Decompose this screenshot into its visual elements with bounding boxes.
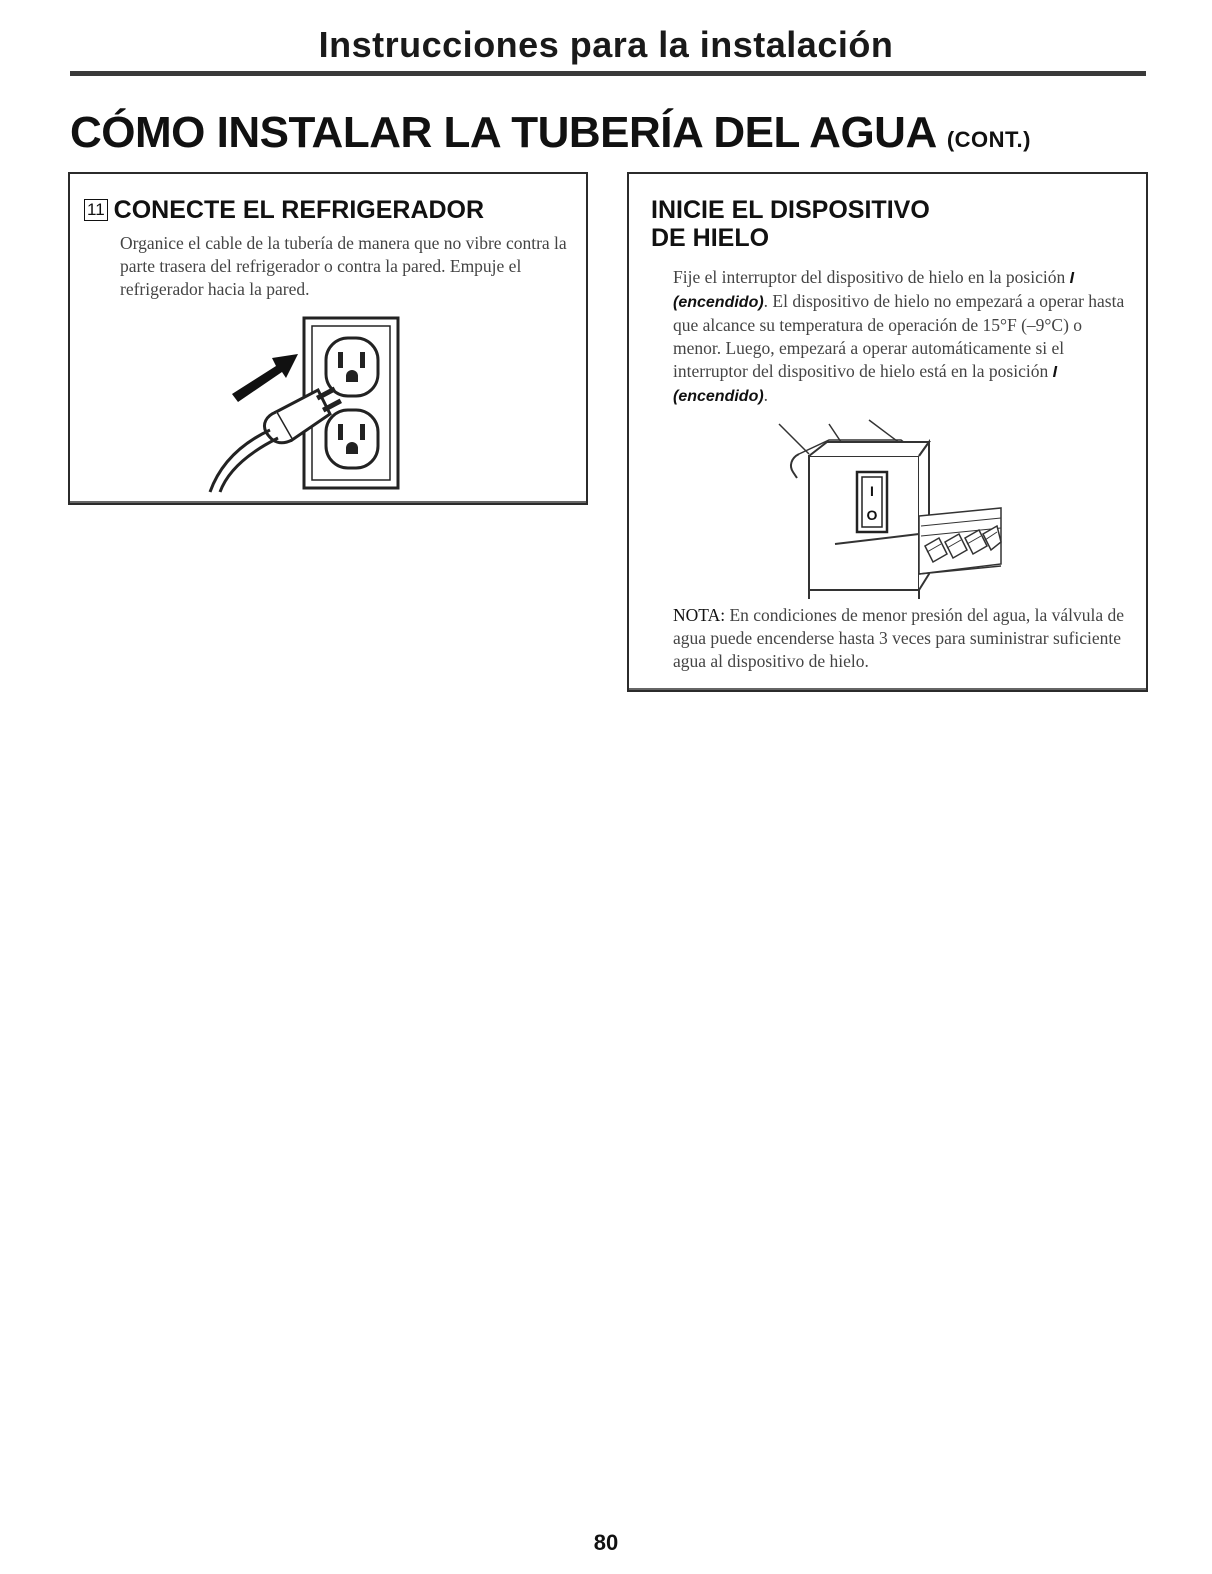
connect-refrigerator-box (68, 172, 588, 505)
note-text: En condiciones de menor presión del agua, la válvula de agua puede encenderse hasta 3 veces para suministrar suficiente agua al dispositivo de hielo. (673, 605, 1125, 671)
icemaker-body-part2: . El dispositivo de hielo no empezará a operar hasta que alcance su temperatura de operación de 15°F (–9°C) o menor. Luego, empezará a operar automáticamente si el interruptor del dispositivo de hielo está en la posición (673, 291, 1125, 381)
plug-outlet-illustration (180, 314, 480, 494)
page-title-text: CÓMO INSTALAR LA TUBERÍA DEL AGUA (70, 108, 936, 157)
connect-heading (84, 196, 484, 224)
outlet-receptacle-bottom (326, 410, 378, 468)
start-icemaker-box (627, 172, 1148, 692)
icemaker-note (673, 604, 1133, 673)
page-number: 80 (593, 1530, 619, 1555)
switch-on-label: I (870, 483, 874, 499)
icemaker-body-part1: Fije el interruptor del dispositivo de hielo en la posición (673, 267, 1066, 287)
connect-body: Organice el cable de la tubería de manera que no vibre contra la parte trasera del refrigerador o contra la pared. Empuje el refrigerador hacia la pared. (120, 233, 567, 299)
header-title: Instrucciones para la instalación (318, 24, 894, 65)
icemaker-emphasis-on-1: I (encendido) (673, 270, 1075, 311)
icemaker-illustration (769, 414, 1009, 599)
push-arrow-icon (232, 354, 298, 402)
icemaker-emphasis-on-2: I (encendido) (673, 364, 1058, 405)
icemaker-body-part3: . (763, 385, 769, 405)
connect-heading-text: CONECTE EL REFRIGERADOR (113, 196, 485, 224)
icemaker-heading-line1: INICIE EL DISPOSITIVO (651, 196, 930, 224)
icemaker-heading (651, 196, 1121, 252)
step-number-badge: 11 (84, 199, 108, 221)
ice-tray (919, 508, 1001, 574)
header-rule (70, 71, 1146, 76)
page-title (70, 108, 1031, 158)
icemaker-switch (857, 472, 887, 532)
note-label: NOTA: (673, 605, 726, 625)
icemaker-body (673, 266, 1133, 408)
switch-off-label: O (866, 507, 878, 523)
icemaker-heading-line2: DE HIELO (651, 224, 770, 252)
page-title-suffix: (CONT.) (946, 127, 1031, 152)
